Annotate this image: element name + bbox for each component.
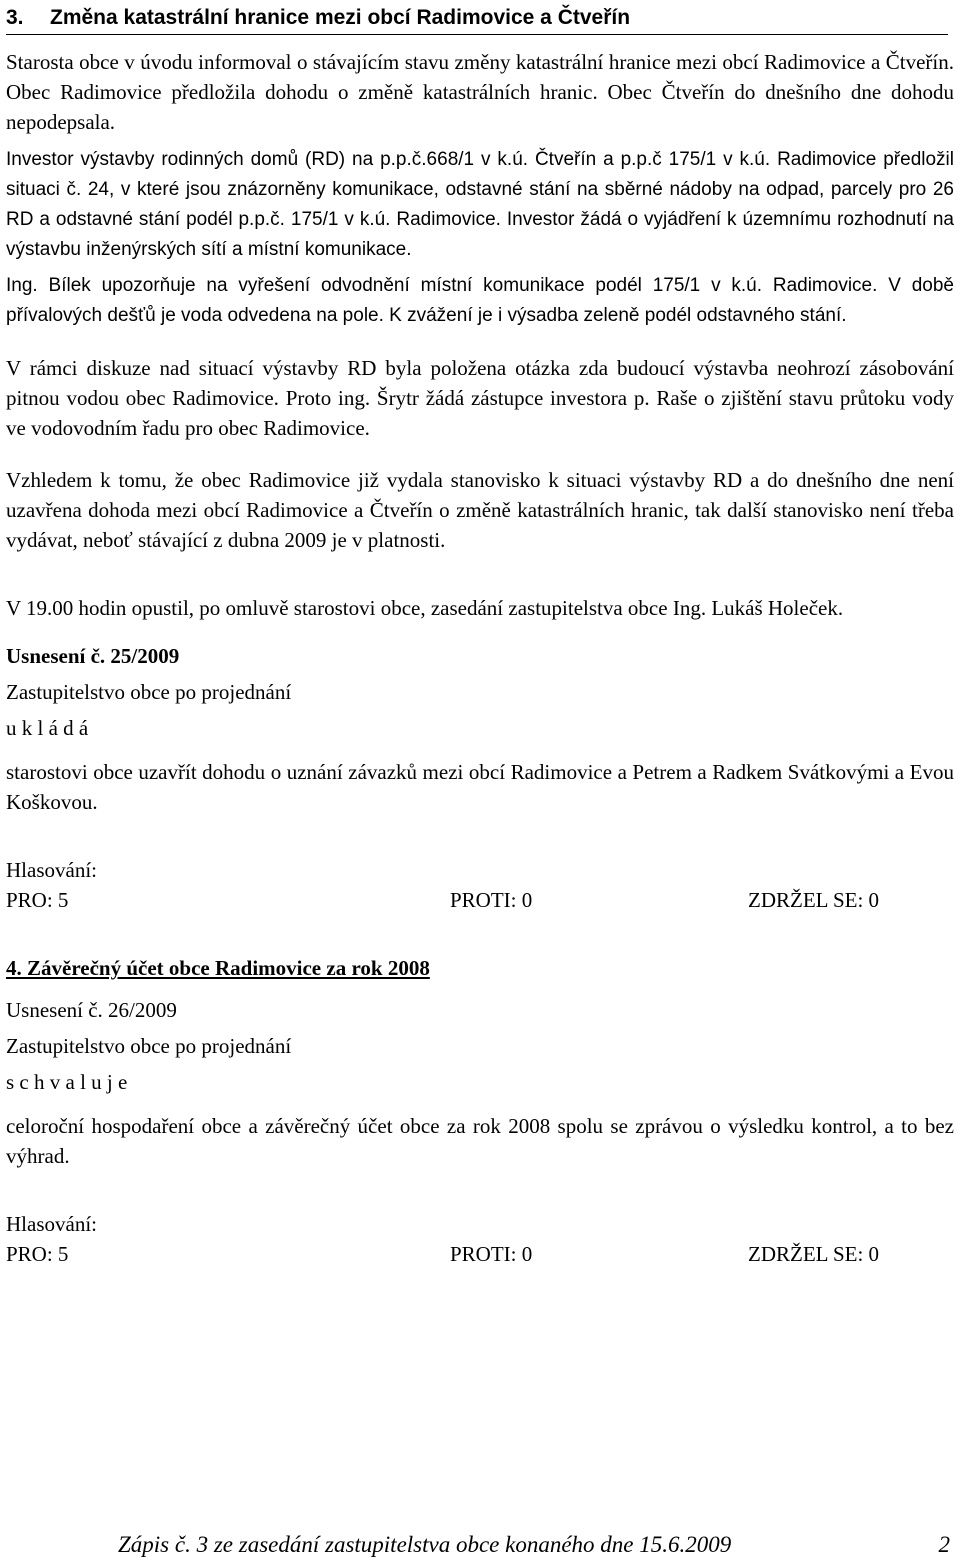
vote-pro: PRO: 5	[6, 1242, 69, 1266]
conclusion-paragraph: Vzhledem k tomu, že obec Radimovice již vydala stanovisko k situaci výstavby RD a do dnešního dne není uzavřena dohoda mezi obcí Radimovice a Čtveřín o změně katastrálních hranic, tak další stanovisko není třeba vydávat, neboť stávající z dubna 2009 je v platnosti.	[6, 468, 954, 552]
resolution-25-verb: u k l á d á	[6, 716, 89, 740]
resolution-26-text: celoroční hospodaření obce a závěrečný účet obce za rok 2008 spolu se zprávou o výsledku kontrol, a to bez výhrad.	[6, 1114, 954, 1168]
vote-proti: PROTI: 0	[450, 888, 533, 912]
page-footer	[0, 1530, 960, 1560]
section-4-heading: 4. Závěrečný účet obce Radimovice za rok 2008	[6, 956, 430, 980]
vote-proti: PROTI: 0	[450, 1242, 533, 1266]
resolution-25-vote-row	[6, 885, 954, 915]
investor-paragraph: Investor výstavby rodinných domů (RD) na p.p.č.668/1 v k.ú. Čtveřín a p.p.č 175/1 v k.ú. Radimovice předložil situaci č. 24, v které jsou znázorněny komunikace, odstavné stání na sběrné nádoby na odpad, parcely pro 26 RD a odstavné stání podél p.p.č. 175/1 v k.ú. Radimovice. Investor žádá o vyjádření k územnímu rozhodnutí na výstavbu inženýrských sítí a místní komunikace.	[6, 149, 954, 260]
resolution-26-vote-label: Hlasování:	[6, 1212, 97, 1236]
resolution-25-heading: Usnesení č. 25/2009	[6, 644, 180, 668]
ing-bilek-paragraph: Ing. Bílek upozorňuje na vyřešení odvodnění místní komunikace podél 175/1 v k.ú. Radimovice. V době přívalových dešťů je voda odvedena na pole. K zvážení je i výsadba zeleně podél odstavného stání.	[6, 275, 954, 326]
resolution-25-text: starostovi obce uzavřít dohodu o uznání závazků mezi obcí Radimovice a Petrem a Radkem Svátkovými a Evou Koškovou.	[6, 760, 954, 814]
resolution-26-heading: Usnesení č. 26/2009	[6, 998, 177, 1022]
resolution-26-verb: s c h v a l u j e	[6, 1070, 128, 1094]
page-number: 2	[938, 1532, 950, 1557]
vote-zdrzel: ZDRŽEL SE: 0	[748, 888, 880, 912]
resolution-25-vote-label: Hlasování:	[6, 858, 97, 882]
section-3-title: Změna katastrální hranice mezi obcí Radimovice a Čtveřín	[50, 6, 631, 29]
resolution-25-intro: Zastupitelstvo obce po projednání	[6, 680, 292, 704]
section-3-intro-paragraph: Starosta obce v úvodu informoval o stávajícím stavu změny katastrální hranice mezi obcí Radimovice a Čtveřín. Obec Radimovice předložila dohodu o změně katastrálních hranic. Obec Čtveřín do dnešního dne dohodu nepodepsala.	[6, 50, 954, 134]
section-3-heading	[6, 0, 948, 35]
resolution-26-intro: Zastupitelstvo obce po projednání	[6, 1034, 292, 1058]
footer-text: Zápis č. 3 ze zasedání zastupitelstva obce konaného dne 15.6.2009	[118, 1532, 732, 1557]
resolution-26-vote-row	[6, 1239, 954, 1269]
vote-zdrzel: ZDRŽEL SE: 0	[748, 1242, 880, 1266]
discussion-paragraph: V rámci diskuze nad situací výstavby RD byla položena otázka zda budoucí výstavba neohrozí zásobování pitnou vodou obec Radimovice. Proto ing. Šrytr žádá zástupce investora p. Raše o zjištění stavu průtoku vody ve vodovodním řadu pro obec Radimovice.	[6, 356, 954, 440]
departure-note: V 19.00 hodin opustil, po omluvě starostovi obce, zasedání zastupitelstva obce Ing. Lukáš Holeček.	[6, 596, 844, 620]
vote-pro: PRO: 5	[6, 888, 69, 912]
section-3-number: 3.	[6, 6, 24, 29]
